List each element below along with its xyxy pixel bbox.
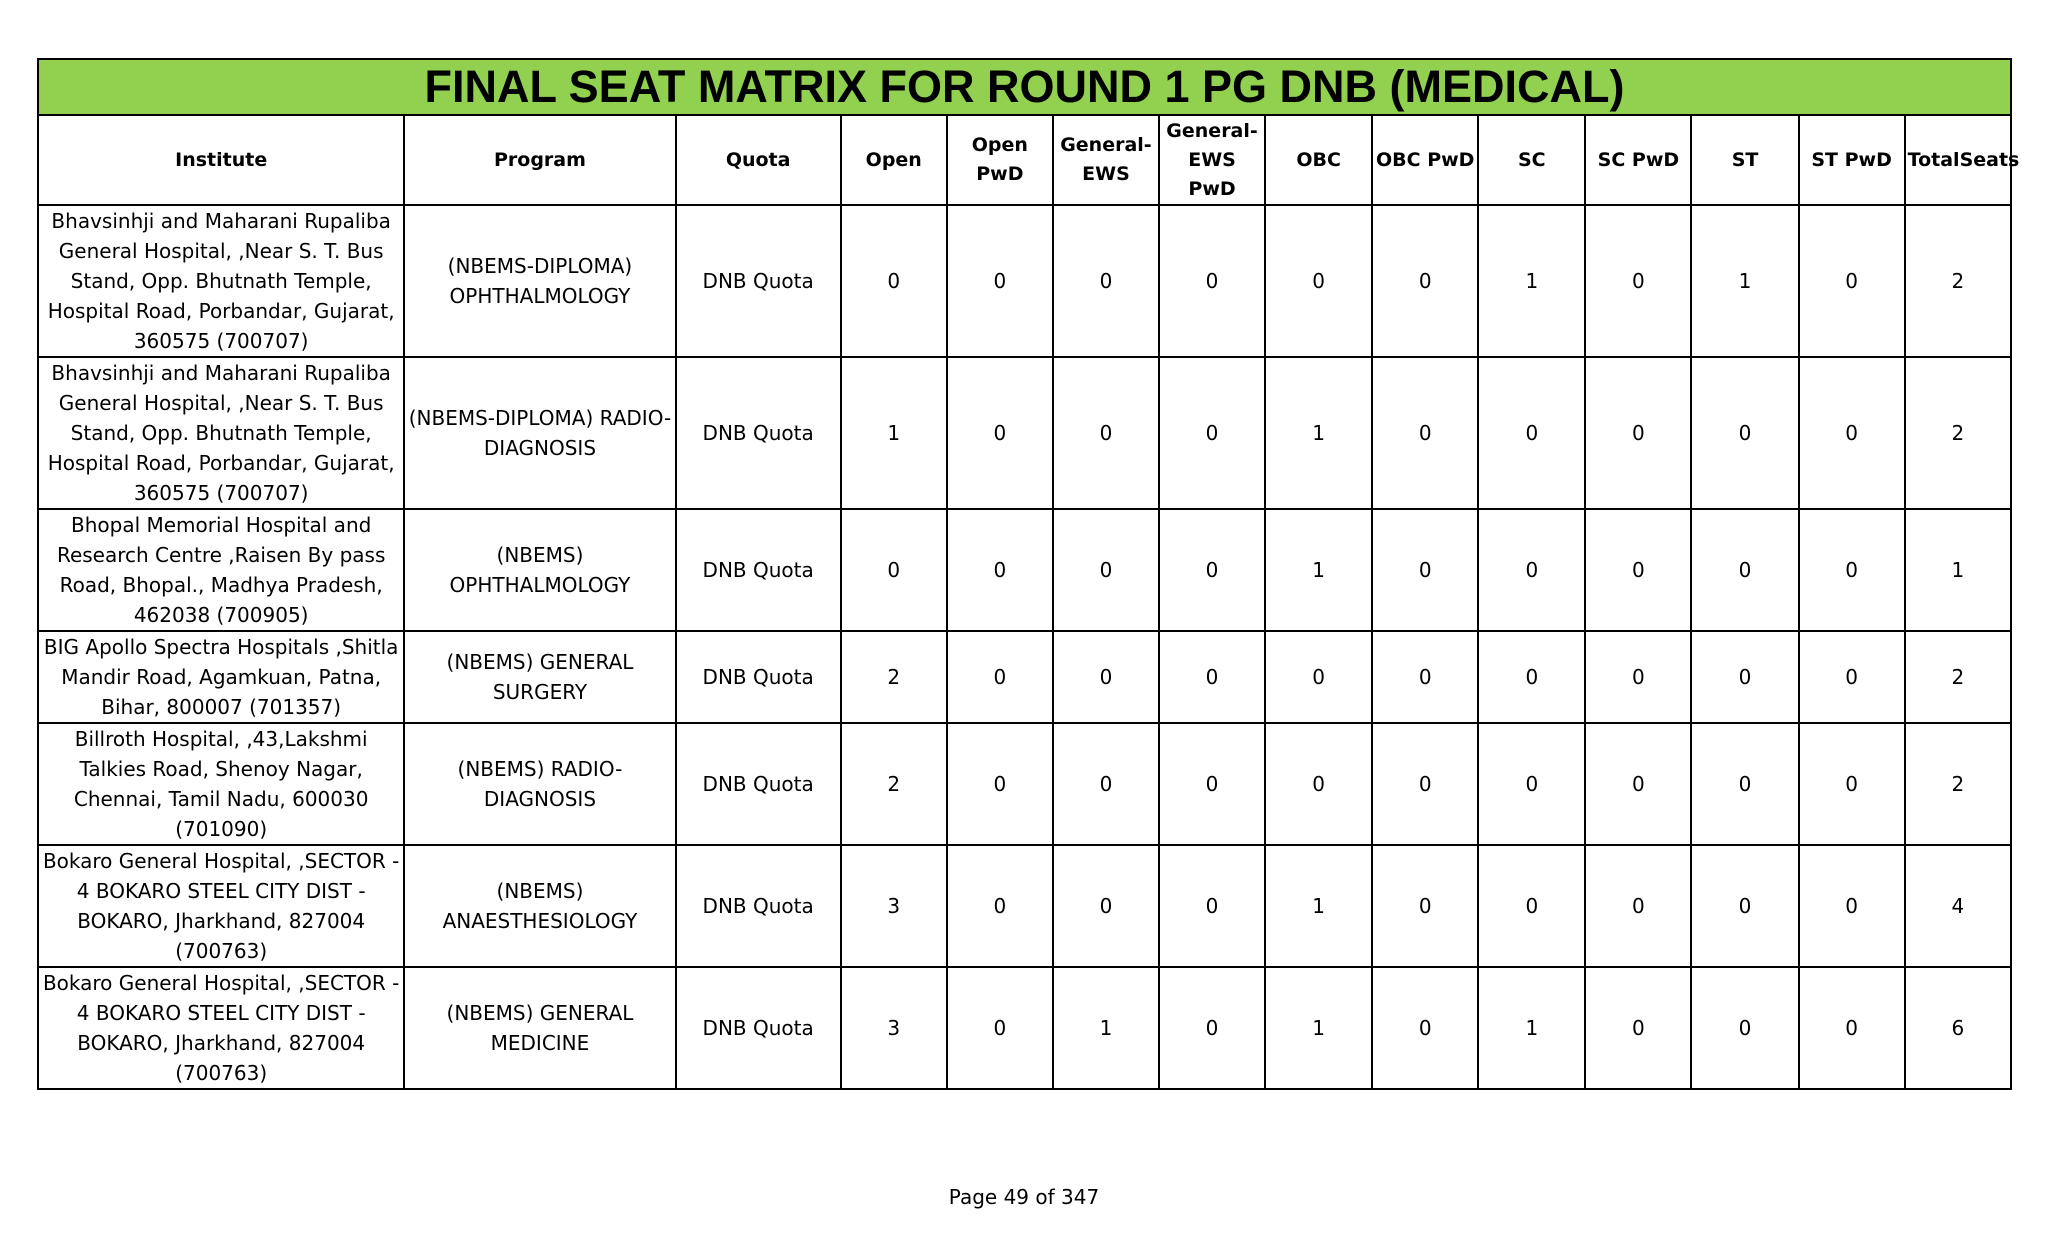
cell-quota: DNB Quota (676, 967, 841, 1089)
cell-st: 0 (1691, 509, 1798, 631)
cell-open-pwd: 0 (947, 205, 1053, 357)
cell-general-ews-pwd: 0 (1159, 967, 1265, 1089)
cell-st: 0 (1691, 845, 1798, 967)
cell-institute: Billroth Hospital, ,43,Lakshmi Talkies Road, Shenoy Nagar, Chennai, Tamil Nadu, 600030 (701090) (38, 723, 404, 845)
cell-sc: 0 (1478, 631, 1585, 723)
cell-open: 2 (841, 631, 947, 723)
seat-matrix-table (37, 58, 2020, 1090)
cell-st-pwd: 0 (1799, 205, 1905, 357)
cell-general-ews: 0 (1053, 631, 1159, 723)
cell-obc-pwd: 0 (1372, 357, 1478, 509)
cell-institute: Bhopal Memorial Hospital and Research Centre ,Raisen By pass Road, Bhopal., Madhya Pradesh, 462038 (700905) (38, 509, 404, 631)
cell-institute: Bhavsinhji and Maharani Rupaliba General Hospital, ,Near S. T. Bus Stand, Opp. Bhutnath Temple, Hospital Road, Porbandar, Gujarat, 360575 (700707) (38, 357, 404, 509)
cell-quota: DNB Quota (676, 845, 841, 967)
cell-open-pwd: 0 (947, 723, 1053, 845)
col-header-program: Program (404, 115, 675, 205)
cell-total-seats: 6 (1905, 967, 2011, 1089)
cell-general-ews-pwd: 0 (1159, 631, 1265, 723)
cell-general-ews-pwd: 0 (1159, 845, 1265, 967)
cell-total-seats: 1 (1905, 509, 2011, 631)
cell-open: 0 (841, 205, 947, 357)
cell-st: 0 (1691, 723, 1798, 845)
cell-sc: 0 (1478, 509, 1585, 631)
cell-institute: Bhavsinhji and Maharani Rupaliba General Hospital, ,Near S. T. Bus Stand, Opp. Bhutnath Temple, Hospital Road, Porbandar, Gujarat, 360575 (700707) (38, 205, 404, 357)
cell-st-pwd: 0 (1799, 631, 1905, 723)
cell-sc: 0 (1478, 357, 1585, 509)
cell-obc-pwd: 0 (1372, 205, 1478, 357)
cell-obc: 1 (1265, 357, 1372, 509)
cell-general-ews: 0 (1053, 845, 1159, 967)
table-row (38, 509, 2011, 631)
cell-st: 0 (1691, 631, 1798, 723)
table-row (38, 967, 2011, 1089)
cell-general-ews-pwd: 0 (1159, 357, 1265, 509)
cell-st: 0 (1691, 357, 1798, 509)
cell-obc: 0 (1265, 205, 1372, 357)
cell-sc: 0 (1478, 723, 1585, 845)
cell-open: 2 (841, 723, 947, 845)
cell-program: (NBEMS) OPHTHALMOLOGY (404, 509, 675, 631)
table-row (38, 205, 2011, 357)
col-header-obc: OBC (1265, 115, 1372, 205)
cell-total-seats: 2 (1905, 723, 2011, 845)
col-header-general-ews-pwd: General-EWS PwD (1159, 115, 1265, 205)
cell-sc: 1 (1478, 205, 1585, 357)
cell-obc: 1 (1265, 967, 1372, 1089)
cell-open-pwd: 0 (947, 845, 1053, 967)
cell-quota: DNB Quota (676, 205, 841, 357)
cell-total-seats: 2 (1905, 205, 2011, 357)
col-header-obc-pwd: OBC PwD (1372, 115, 1478, 205)
col-header-st-pwd: ST PwD (1799, 115, 1905, 205)
cell-sc-pwd: 0 (1585, 509, 1691, 631)
cell-open-pwd: 0 (947, 967, 1053, 1089)
cell-obc: 0 (1265, 723, 1372, 845)
col-header-total-seats: TotalSeats (1905, 115, 2011, 205)
cell-program: (NBEMS) GENERAL MEDICINE (404, 967, 675, 1089)
cell-open-pwd: 0 (947, 357, 1053, 509)
col-header-institute: Institute (38, 115, 404, 205)
cell-obc: 0 (1265, 631, 1372, 723)
cell-general-ews: 0 (1053, 205, 1159, 357)
cell-institute: BIG Apollo Spectra Hospitals ,Shitla Mandir Road, Agamkuan, Patna, Bihar, 800007 (701357) (38, 631, 404, 723)
cell-quota: DNB Quota (676, 357, 841, 509)
cell-sc-pwd: 0 (1585, 967, 1691, 1089)
cell-open: 3 (841, 967, 947, 1089)
cell-total-seats: 4 (1905, 845, 2011, 967)
cell-total-seats: 2 (1905, 357, 2011, 509)
col-header-general-ews: General-EWS (1053, 115, 1159, 205)
page-number: Page 49 of 347 (948, 1185, 1100, 1209)
cell-general-ews: 0 (1053, 509, 1159, 631)
cell-program: (NBEMS-DIPLOMA) RADIO-DIAGNOSIS (404, 357, 675, 509)
table-row (38, 357, 2011, 509)
cell-open-pwd: 0 (947, 631, 1053, 723)
table-title: FINAL SEAT MATRIX FOR ROUND 1 PG DNB (MEDICAL) (38, 59, 2011, 115)
cell-general-ews-pwd: 0 (1159, 723, 1265, 845)
cell-st-pwd: 0 (1799, 509, 1905, 631)
cell-general-ews: 1 (1053, 967, 1159, 1089)
cell-obc: 1 (1265, 509, 1372, 631)
cell-program: (NBEMS-DIPLOMA) OPHTHALMOLOGY (404, 205, 675, 357)
cell-st-pwd: 0 (1799, 845, 1905, 967)
cell-open-pwd: 0 (947, 509, 1053, 631)
cell-obc-pwd: 0 (1372, 967, 1478, 1089)
cell-sc: 1 (1478, 967, 1585, 1089)
col-header-st: ST (1691, 115, 1798, 205)
table-row (38, 723, 2011, 845)
cell-general-ews: 0 (1053, 723, 1159, 845)
cell-obc: 1 (1265, 845, 1372, 967)
cell-sc-pwd: 0 (1585, 631, 1691, 723)
cell-program: (NBEMS) GENERAL SURGERY (404, 631, 675, 723)
cell-general-ews-pwd: 0 (1159, 205, 1265, 357)
cell-program: (NBEMS) ANAESTHESIOLOGY (404, 845, 675, 967)
cell-quota: DNB Quota (676, 509, 841, 631)
col-header-quota: Quota (676, 115, 841, 205)
col-header-open: Open (841, 115, 947, 205)
cell-obc-pwd: 0 (1372, 631, 1478, 723)
cell-quota: DNB Quota (676, 631, 841, 723)
table-row (38, 631, 2011, 723)
cell-obc-pwd: 0 (1372, 845, 1478, 967)
cell-st: 0 (1691, 967, 1798, 1089)
cell-sc-pwd: 0 (1585, 723, 1691, 845)
cell-obc-pwd: 0 (1372, 509, 1478, 631)
col-header-open-pwd: Open PwD (947, 115, 1053, 205)
cell-st-pwd: 0 (1799, 967, 1905, 1089)
cell-total-seats: 2 (1905, 631, 2011, 723)
cell-open: 1 (841, 357, 947, 509)
col-header-sc: SC (1478, 115, 1585, 205)
cell-sc-pwd: 0 (1585, 205, 1691, 357)
cell-institute: Bokaro General Hospital, ,SECTOR - 4 BOKARO STEEL CITY DIST - BOKARO, Jharkhand, 827004 (700763) (38, 845, 404, 967)
cell-sc-pwd: 0 (1585, 357, 1691, 509)
cell-st-pwd: 0 (1799, 723, 1905, 845)
table-row (38, 845, 2011, 967)
cell-open: 0 (841, 509, 947, 631)
cell-open: 3 (841, 845, 947, 967)
cell-st-pwd: 0 (1799, 357, 1905, 509)
cell-sc: 0 (1478, 845, 1585, 967)
col-header-sc-pwd: SC PwD (1585, 115, 1691, 205)
cell-institute: Bokaro General Hospital, ,SECTOR - 4 BOKARO STEEL CITY DIST - BOKARO, Jharkhand, 827004 (700763) (38, 967, 404, 1089)
cell-st: 1 (1691, 205, 1798, 357)
cell-obc-pwd: 0 (1372, 723, 1478, 845)
cell-general-ews: 0 (1053, 357, 1159, 509)
cell-quota: DNB Quota (676, 723, 841, 845)
cell-program: (NBEMS) RADIO-DIAGNOSIS (404, 723, 675, 845)
cell-general-ews-pwd: 0 (1159, 509, 1265, 631)
cell-sc-pwd: 0 (1585, 845, 1691, 967)
table-body (38, 205, 2011, 1089)
